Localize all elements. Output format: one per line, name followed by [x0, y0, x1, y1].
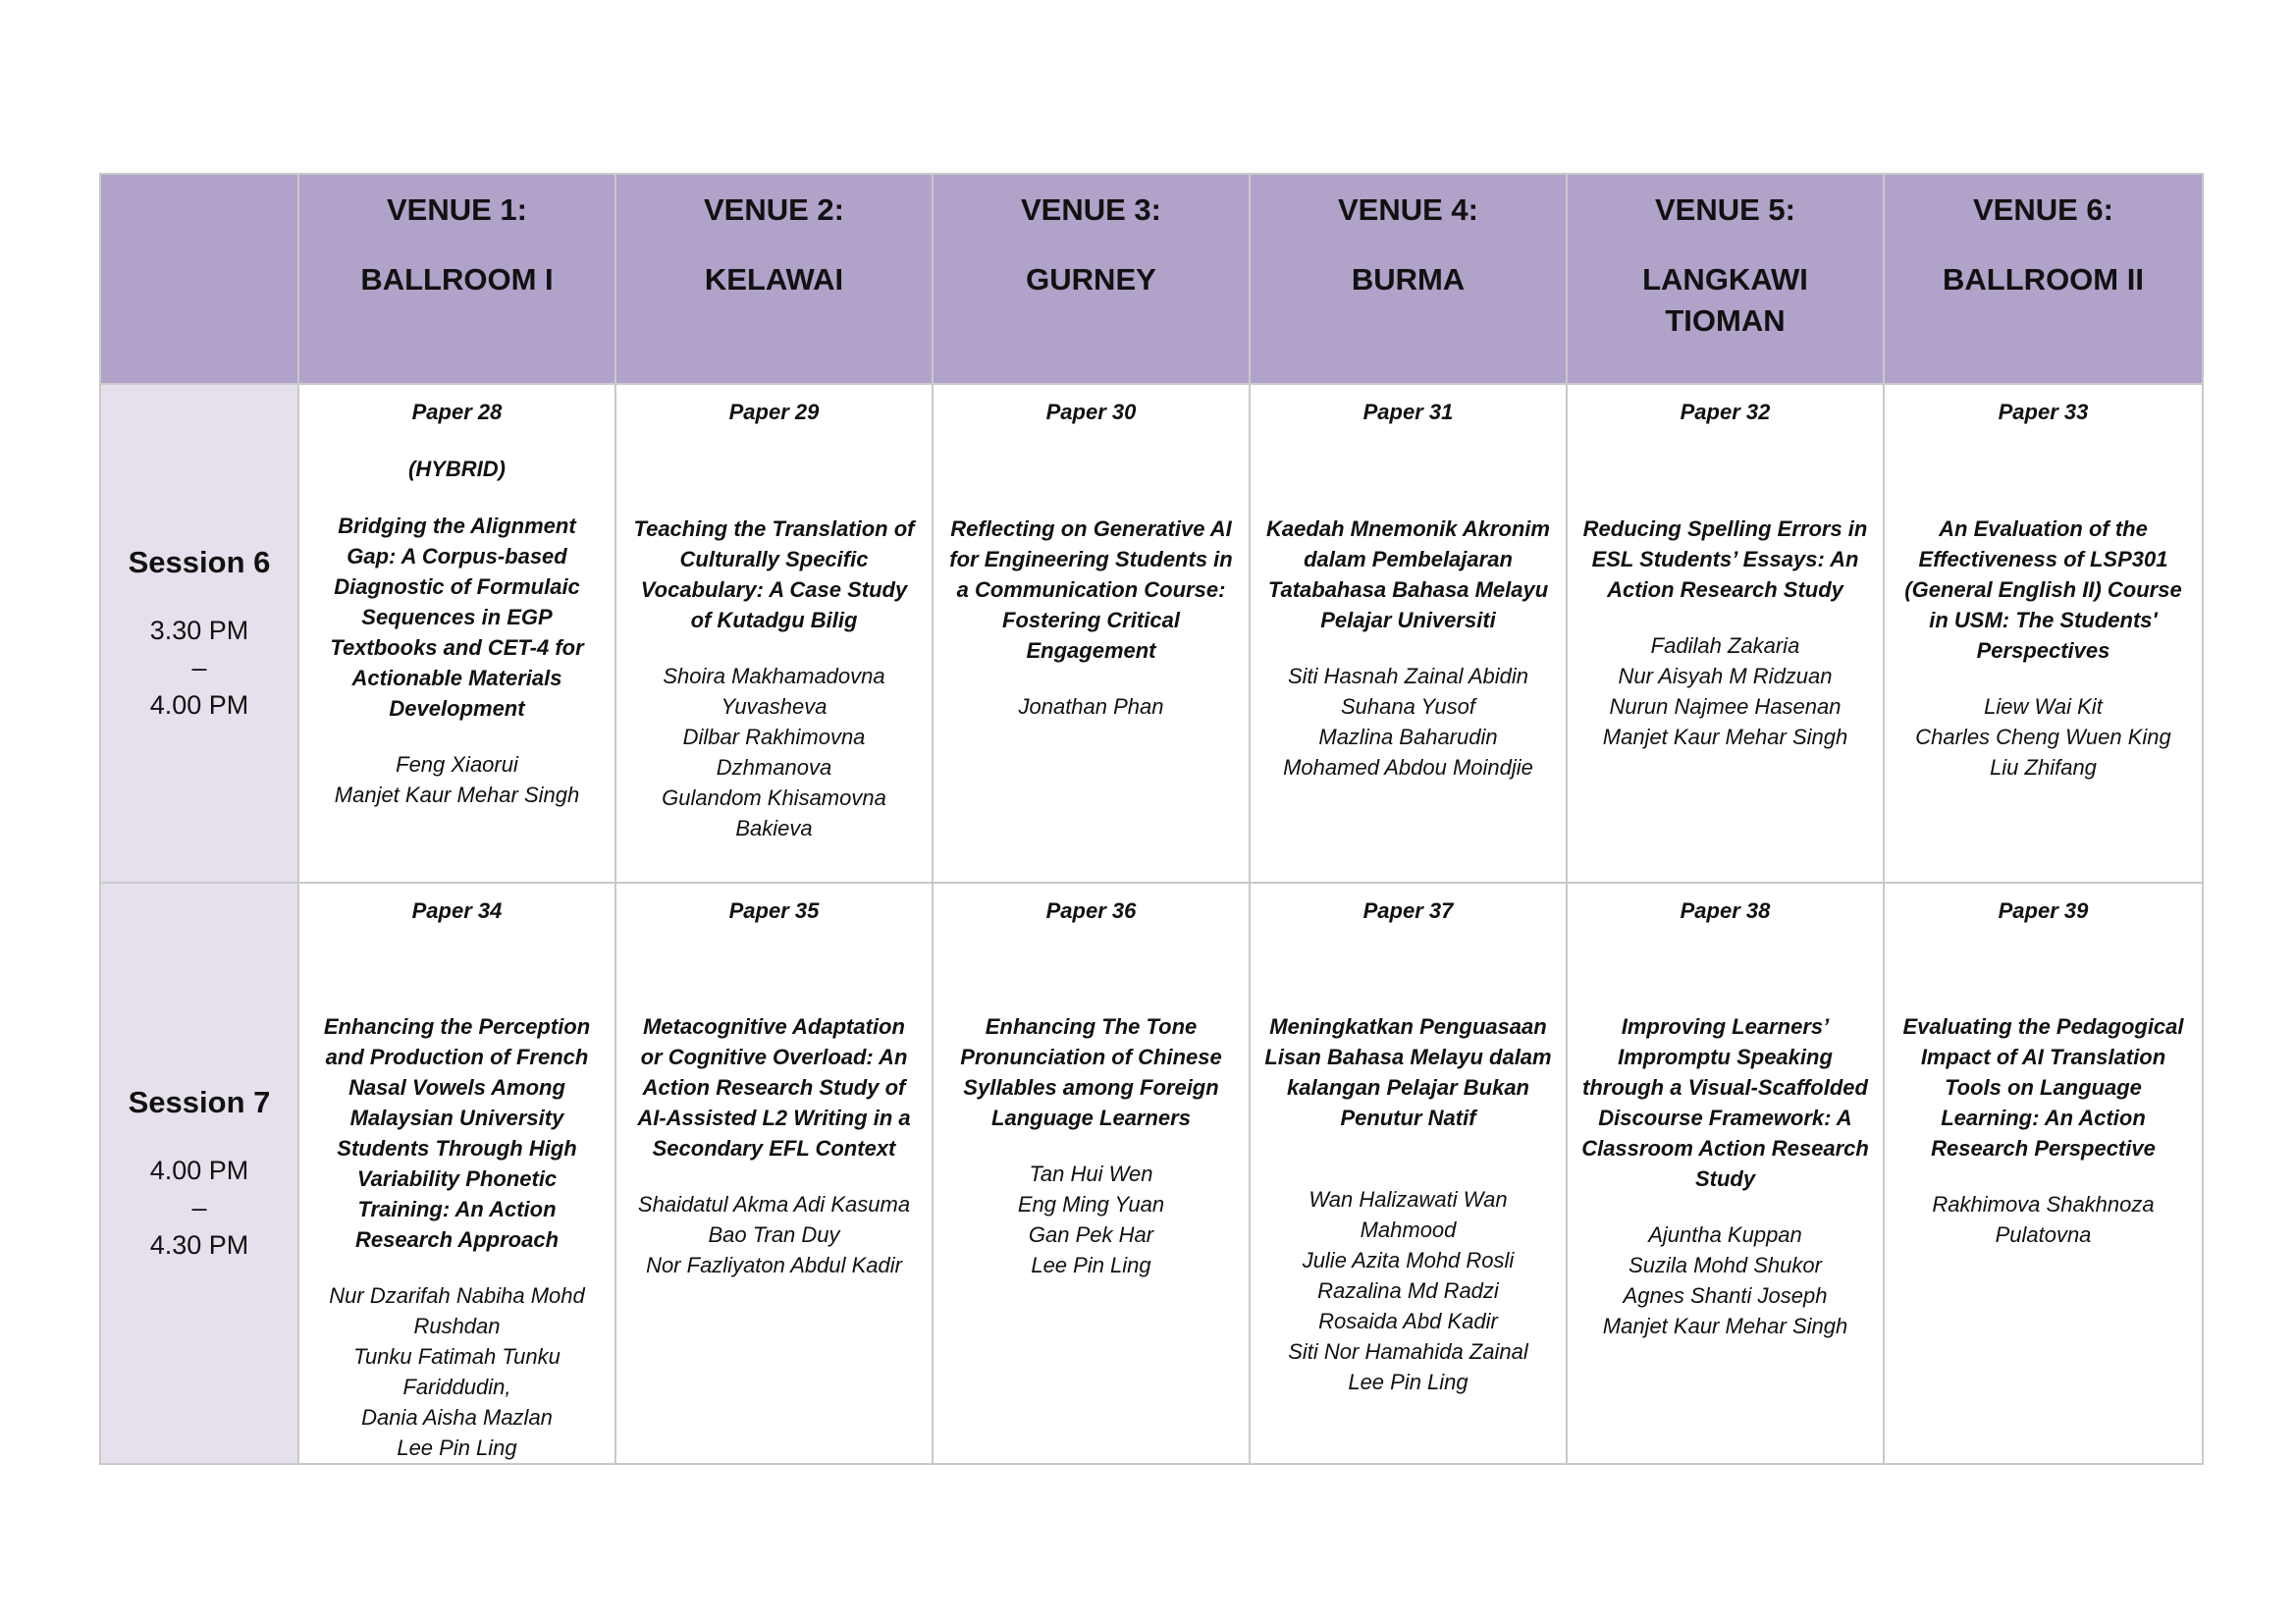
paper-title: Reducing Spelling Errors in ESL Students’ Essays: An Action Research Study	[1582, 516, 1868, 602]
paper-number: Paper 39	[1998, 898, 2089, 923]
session-time: 3.30 PM – 4.00 PM	[149, 616, 249, 720]
paper-number: Paper 34	[411, 898, 503, 923]
paper-title: Kaedah Mnemonik Akronim dalam Pembelajaran Tatabahasa Bahasa Melayu Pelajar Universiti	[1266, 516, 1550, 632]
paper-title: Improving Learners’ Impromptu Speaking through a Visual-Scaffolded Discourse Framework: A Classroom Action Research Study	[1581, 1014, 1869, 1191]
paper-cell	[298, 384, 615, 883]
paper-cell	[1884, 883, 2203, 1464]
session-cell	[100, 883, 298, 1464]
paper-number: Paper 33	[1998, 400, 2089, 424]
paper-authors: Wan Halizawati Wan Mahmood Julie Azita Mohd Rosli Razalina Md Radzi Rosaida Abd Kadir Siti Nor Hamahida Zainal Lee Pin Ling	[1288, 1187, 1528, 1394]
corner-cell	[100, 174, 298, 384]
paper-authors: Nur Dzarifah Nabiha Mohd Rushdan Tunku Fatimah Tunku Fariddudin, Dania Aisha Mazlan Lee Pin Ling	[329, 1283, 585, 1460]
paper-authors: Shoira Makhamadovna Yuvasheva Dilbar Rakhimovna Dzhmanova Gulandom Khisamovna Bakieva	[662, 664, 886, 840]
paper-authors: Tan Hui Wen Eng Ming Yuan Gan Pek Har Lee Pin Ling	[1017, 1162, 1165, 1277]
paper-cell	[1567, 384, 1884, 883]
session-cell	[100, 384, 298, 883]
venue-header	[298, 174, 615, 384]
paper-title: Evaluating the Pedagogical Impact of AI Translation Tools on Language Learning: An Action Research Perspective	[1902, 1014, 2184, 1161]
paper-title: Metacognitive Adaptation or Cognitive Overload: An Action Research Study of AI-Assisted L2 Writing in a Secondary EFL Context	[637, 1014, 911, 1161]
venue-header	[1250, 174, 1567, 384]
paper-authors: Ajuntha Kuppan Suzila Mohd Shukor Agnes Shanti Joseph Manjet Kaur Mehar Singh	[1602, 1222, 1848, 1338]
paper-title: Enhancing The Tone Pronunciation of Chinese Syllables among Foreign Language Learners	[960, 1014, 1222, 1130]
paper-authors: Rakhimova Shakhnoza Pulatovna	[1932, 1192, 2155, 1247]
venue-header	[933, 174, 1250, 384]
venue-label: VENUE 4:	[1338, 192, 1478, 227]
paper-cell	[298, 883, 615, 1464]
venue-name: GURNEY	[1026, 262, 1156, 297]
session-row	[100, 883, 2203, 1464]
paper-cell	[1567, 883, 1884, 1464]
paper-authors: Fadilah Zakaria Nur Aisyah M Ridzuan Nurun Najmee Hasenan Manjet Kaur Mehar Singh	[1602, 633, 1848, 749]
paper-title: An Evaluation of the Effectiveness of LSP301 (General English II) Course in USM: The Students' Perspectives	[1904, 516, 2182, 663]
venue-header	[615, 174, 933, 384]
paper-cell	[1250, 883, 1567, 1464]
paper-cell	[1884, 384, 2203, 883]
paper-cell	[933, 883, 1250, 1464]
venue-header	[1567, 174, 1884, 384]
paper-authors: Shaidatul Akma Adi Kasuma Bao Tran Duy Nor Fazliyaton Abdul Kadir	[637, 1192, 911, 1277]
paper-number: Paper 29	[728, 400, 820, 424]
paper-authors: Jonathan Phan	[1018, 694, 1164, 719]
venue-name: BALLROOM I	[360, 262, 554, 297]
venue-header	[1884, 174, 2203, 384]
paper-cell	[615, 883, 933, 1464]
paper-authors: Feng Xiaorui Manjet Kaur Mehar Singh	[334, 752, 580, 807]
paper-number: Paper 31	[1362, 400, 1454, 424]
schedule-table	[99, 173, 2204, 1465]
paper-cell	[1250, 384, 1567, 883]
venue-label: VENUE 3:	[1021, 192, 1161, 227]
session-row	[100, 384, 2203, 883]
paper-title: Enhancing the Perception and Production of French Nasal Vowels Among Malaysian University Students Through High Variability Phonetic Training: An Action Research Approach	[323, 1014, 591, 1252]
venue-name: BALLROOM II	[1943, 262, 2144, 297]
venue-name: BURMA	[1351, 262, 1466, 297]
paper-authors: Siti Hasnah Zainal Abidin Suhana Yusof Mazlina Baharudin Mohamed Abdou Moindjie	[1283, 664, 1533, 780]
paper-number: Paper 36	[1045, 898, 1137, 923]
paper-title: Meningkatkan Penguasaan Lisan Bahasa Melayu dalam kalangan Pelajar Bukan Penutur Natif	[1264, 1014, 1552, 1130]
paper-authors: Liew Wai Kit Charles Cheng Wuen King Liu Zhifang	[1915, 694, 2171, 780]
session-name: Session 6	[128, 545, 271, 579]
venue-label: VENUE 1:	[387, 192, 527, 227]
paper-number: Paper 37	[1362, 898, 1454, 923]
venue-name: KELAWAI	[704, 262, 844, 297]
venue-label: VENUE 6:	[1973, 192, 2113, 227]
paper-title: Reflecting on Generative AI for Engineering Students in a Communication Course: Fostering Critical Engagement	[949, 516, 1233, 663]
paper-title: Teaching the Translation of Culturally Specific Vocabulary: A Case Study of Kutadgu Bilig	[633, 516, 915, 632]
paper-number: Paper 38	[1680, 898, 1771, 923]
venue-label: VENUE 5:	[1655, 192, 1795, 227]
paper-number: Paper 35	[728, 898, 820, 923]
venue-label: VENUE 2:	[704, 192, 844, 227]
paper-number: Paper 32	[1680, 400, 1771, 424]
venue-name: LANGKAWI TIOMAN	[1642, 262, 1808, 338]
paper-cell	[615, 384, 933, 883]
venue-header-row	[100, 174, 2203, 384]
paper-title: Bridging the Alignment Gap: A Corpus-based Diagnostic of Formulaic Sequences in EGP Textbooks and CET-4 for Actionable Materials Development	[330, 514, 584, 721]
session-name: Session 7	[128, 1085, 271, 1119]
paper-number: Paper 30	[1045, 400, 1137, 424]
paper-tag: (HYBRID)	[408, 457, 506, 481]
paper-cell	[933, 384, 1250, 883]
paper-number: Paper 28	[411, 400, 503, 424]
session-time: 4.00 PM – 4.30 PM	[149, 1156, 249, 1260]
